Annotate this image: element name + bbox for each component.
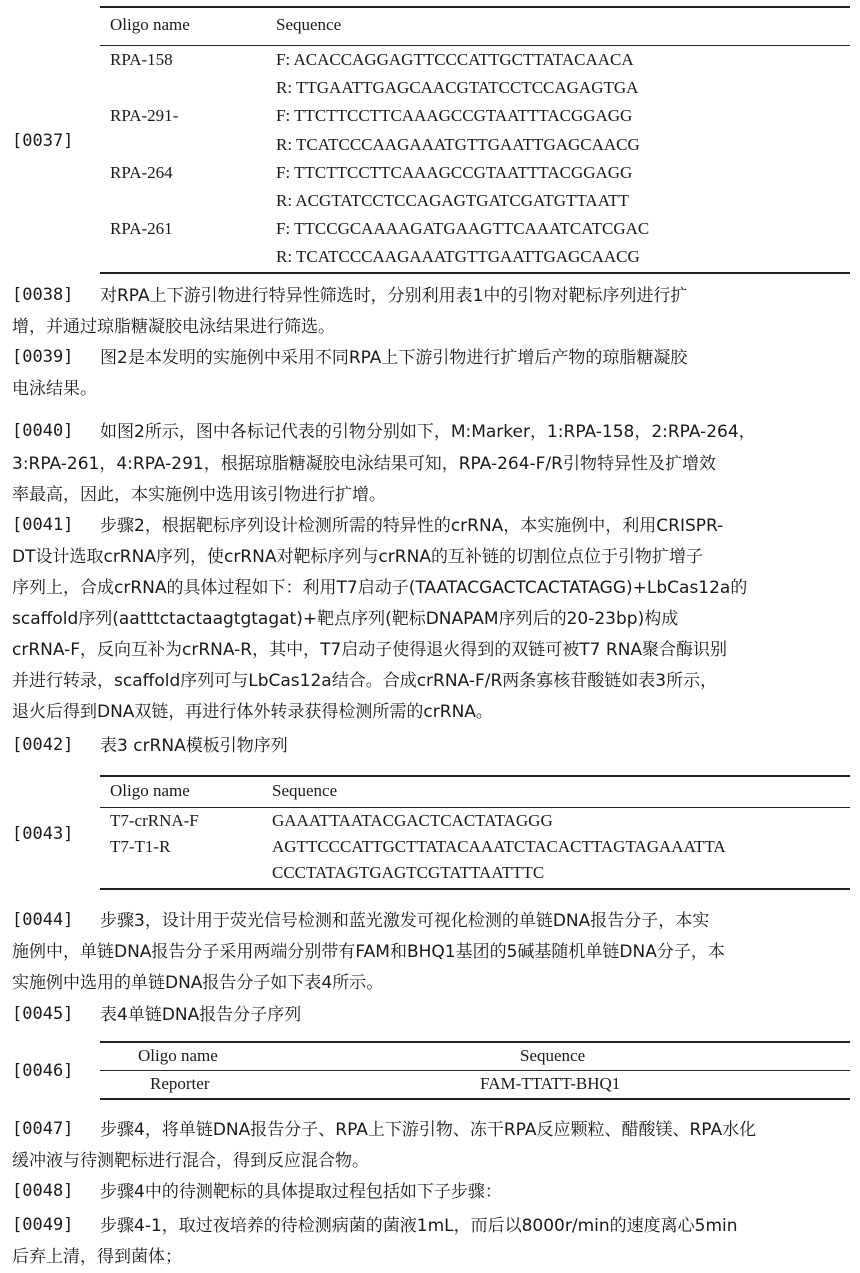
paragraph-line: 施例中，单链DNA报告分子采用两端分别带有FAM和BHQ1基团的5碱基随机单链DNA分子，本: [12, 942, 725, 962]
paragraph-number: [0040]: [12, 421, 74, 441]
table-row-name: RPA-291-: [110, 106, 179, 125]
table-top-rule: [100, 1041, 850, 1043]
paragraph-line: 对RPA上下游引物进行特异性筛选时，分别利用表1中的引物对靶标序列进行扩: [100, 286, 688, 306]
paragraph-number: [0038]: [12, 285, 74, 305]
paragraph-number: [0037]: [12, 131, 74, 151]
table-row-forward: F: TTCTTCCTTCAAAGCCGTAATTTACGGAGG: [276, 163, 633, 182]
table-top-rule: [100, 775, 850, 777]
table-header-rule: [100, 1070, 850, 1071]
crrna-template-table: [100, 775, 850, 889]
paragraph-line: 实施例中选用的单链DNA报告分子如下表4所示。: [12, 973, 384, 993]
paragraph-number: [0045]: [12, 1004, 74, 1024]
table-header-name: Oligo name: [110, 15, 190, 34]
table-row-reverse: R: TCATCCCAAGAAATGTTGAATTGAGCAACG: [276, 247, 640, 266]
table-header-sequence: Sequence: [276, 15, 342, 34]
table-row-forward: F: TTCTTCCTTCAAAGCCGTAATTTACGGAGG: [276, 106, 633, 125]
table-row-name: RPA-261: [110, 219, 173, 238]
paragraph-line: 电泳结果。: [12, 379, 97, 399]
table-header-rule: [100, 45, 850, 46]
reporter-table: [100, 1041, 850, 1099]
table-row-sequence: AGTTCCCATTGCTTATACAAATCTACACTTAGTAGAAATTA: [272, 837, 726, 856]
table-row-name: Reporter: [150, 1074, 210, 1093]
paragraph-line: 3:RPA-261，4:RPA-291，根据琼脂糖凝胶电泳结果可知，RPA-264-F/R引物特异性及扩增效: [12, 454, 716, 474]
paragraph-line: 退火后得到DNA双链，再进行体外转录获得检测所需的crRNA。: [12, 702, 493, 722]
paragraph-line: 步骤4-1，取过夜培养的待检测病菌的菌液1mL，而后以8000r/min的速度离心5min: [100, 1216, 738, 1236]
table-header-sequence: Sequence: [520, 1046, 586, 1065]
paragraph-line: scaffold序列(aatttctactaagtgtagat)+靶点序列(靶标DNAPAM序列后的20-23bp)构成: [12, 609, 679, 629]
table-caption: 表4单链DNA报告分子序列: [100, 1005, 302, 1025]
table-bottom-rule: [100, 888, 850, 890]
table-row-sequence: FAM-TTATT-BHQ1: [480, 1074, 621, 1093]
paragraph-number: [0039]: [12, 347, 74, 367]
paragraph-line: 步骤2，根据靶标序列设计检测所需的特异性的crRNA，本实施例中，利用CRISPR-: [100, 516, 724, 536]
paragraph-line: 步骤4中的待测靶标的具体提取过程包括如下子步骤：: [100, 1182, 502, 1202]
primer-table: [100, 6, 850, 270]
table-row-reverse: R: TCATCCCAAGAAATGTTGAATTGAGCAACG: [276, 135, 640, 154]
paragraph-line: 后弃上清，得到菌体；: [12, 1247, 182, 1267]
paragraph-line: crRNA-F，反向互补为crRNA-R，其中，T7启动子使得退火得到的双链可被T7 RNA聚合酶识别: [12, 640, 728, 660]
table-header-sequence: Sequence: [272, 781, 338, 800]
table-row-reverse: R: TTGAATTGAGCAACGTATCCTCCAGAGTGA: [276, 78, 639, 97]
paragraph-line: 图2是本发明的实施例中采用不同RPA上下游引物进行扩增后产物的琼脂糖凝胶: [100, 348, 688, 368]
paragraph-line: 缓冲液与待测靶标进行混合，得到反应混合物。: [12, 1151, 369, 1171]
paragraph-number: [0048]: [12, 1181, 74, 1201]
paragraph-line: DT设计选取crRNA序列，使crRNA对靶标序列与crRNA的互补链的切割位点位于引物扩增子: [12, 547, 703, 567]
paragraph-line: 步骤4，将单链DNA报告分子、RPA上下游引物、冻干RPA反应颗粒、醋酸镁、RPA水化: [100, 1120, 757, 1140]
table-caption: 表3 crRNA模板引物序列: [100, 736, 288, 756]
table-row-forward: F: ACACCAGGAGTTCCCATTGCTTATACAACA: [276, 50, 634, 69]
paragraph-number: [0041]: [12, 515, 74, 535]
paragraph-number: [0044]: [12, 910, 74, 930]
paragraph-number: [0046]: [12, 1061, 74, 1081]
table-top-rule: [100, 6, 850, 8]
table-row-name: T7-crRNA-F: [110, 811, 199, 830]
table-row-name: T7-T1-R: [110, 837, 171, 856]
table-header-name: Oligo name: [138, 1046, 218, 1065]
paragraph-line: 增，并通过琼脂糖凝胶电泳结果进行筛选。: [12, 317, 335, 337]
table-header-name: Oligo name: [110, 781, 190, 800]
table-row-name: RPA-264: [110, 163, 173, 182]
table-bottom-rule: [100, 272, 850, 274]
table-row-sequence: GAAATTAATACGACTCACTATAGGG: [272, 811, 553, 830]
paragraph-number: [0049]: [12, 1215, 74, 1235]
paragraph-line: 并进行转录，scaffold序列可与LbCas12a结合。合成crRNA-F/R两条寡核苷酸链如表3所示，: [12, 671, 718, 691]
table-row-name: RPA-158: [110, 50, 173, 69]
paragraph-line: 率最高，因此，本实施例中选用该引物进行扩增。: [12, 485, 386, 505]
paragraph-number: [0047]: [12, 1119, 74, 1139]
table-row-forward: F: TTCCGCAAAAGATGAAGTTCAAATCATCGAC: [276, 219, 650, 238]
paragraph-number: [0043]: [12, 824, 74, 844]
table-row-reverse: R: ACGTATCCTCCAGAGTGATCGATGTTAATT: [276, 191, 629, 210]
table-bottom-rule: [100, 1098, 850, 1100]
table-row-sequence: CCCTATAGTGAGTCGTATTAATTTC: [272, 863, 545, 882]
paragraph-line: 序列上，合成crRNA的具体过程如下：利用T7启动子(TAATACGACTCACTATAGG)+LbCas12a的: [12, 578, 748, 598]
table-header-rule: [100, 807, 850, 808]
paragraph-number: [0042]: [12, 735, 74, 755]
paragraph-line: 步骤3，设计用于荧光信号检测和蓝光激发可视化检测的单链DNA报告分子，本实: [100, 911, 710, 931]
paragraph-line: 如图2所示，图中各标记代表的引物分别如下，M:Marker，1:RPA-158，2:RPA-264，: [100, 422, 756, 442]
